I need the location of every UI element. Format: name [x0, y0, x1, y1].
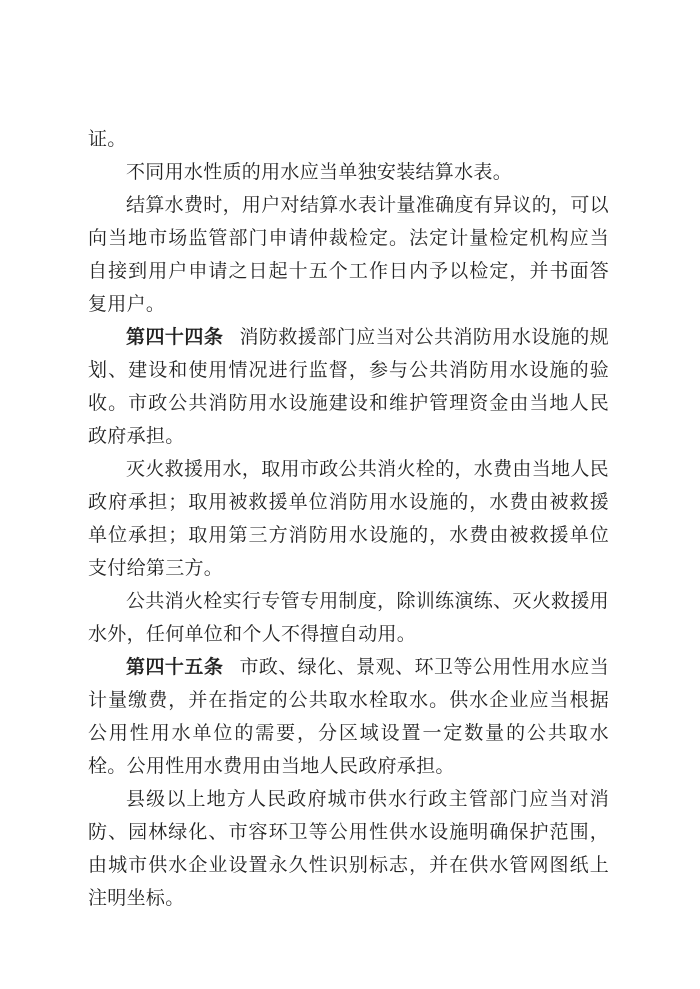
para-public-facility-protection: 县级以上地方人民政府城市供水行政主管部门应当对消防、园林绿化、市容环卫等公用性供水设施明确保护范围，由城市供水企业设置永久性识别标志，并在供水管网图纸上注明坐标。 [88, 789, 609, 909]
para-hydrant-dedicated-use: 公共消火栓实行专管专用制度，除训练演练、灭火救援用水外，任何单位和个人不得擅自动用。 [88, 591, 609, 645]
article-45-paragraph [88, 651, 609, 783]
article-44-paragraph [88, 321, 609, 453]
article-44-number: 第四十四条 [126, 327, 224, 348]
article-45-text: 市政、绿化、景观、环卫等公用性用水应当计量缴费，并在指定的公共取水栓取水。供水企业应当根据公用性用水单位的需要，分区域设置一定数量的公共取水栓。公用性用水费用由当地人民政府承担。 [88, 657, 609, 777]
para-firefighting-water-fees: 灭火救援用水，取用市政公共消火栓的，水费由当地人民政府承担；取用被救援单位消防用水设施的，水费由被救援单位承担；取用第三方消防用水设施的，水费由被救援单位支付给第三方。 [88, 459, 609, 579]
continuation-line: 证。 [88, 129, 127, 150]
article-44-text: 消防救援部门应当对公共消防用水设施的规划、建设和使用情况进行监督，参与公共消防用水设施的验收。市政公共消防用水设施建设和维护管理资金由当地人民政府承担。 [88, 327, 609, 447]
article-45-number: 第四十五条 [126, 657, 224, 678]
para-meter-dispute: 结算水费时，用户对结算水表计量准确度有异议的，可以向当地市场监管部门申请仲裁检定。法定计量检定机构应当自接到用户申请之日起十五个工作日内予以检定，并书面答复用户。 [88, 195, 609, 315]
para-separate-meters: 不同用水性质的用水应当单独安装结算水表。 [126, 162, 513, 183]
document-body [88, 123, 609, 915]
